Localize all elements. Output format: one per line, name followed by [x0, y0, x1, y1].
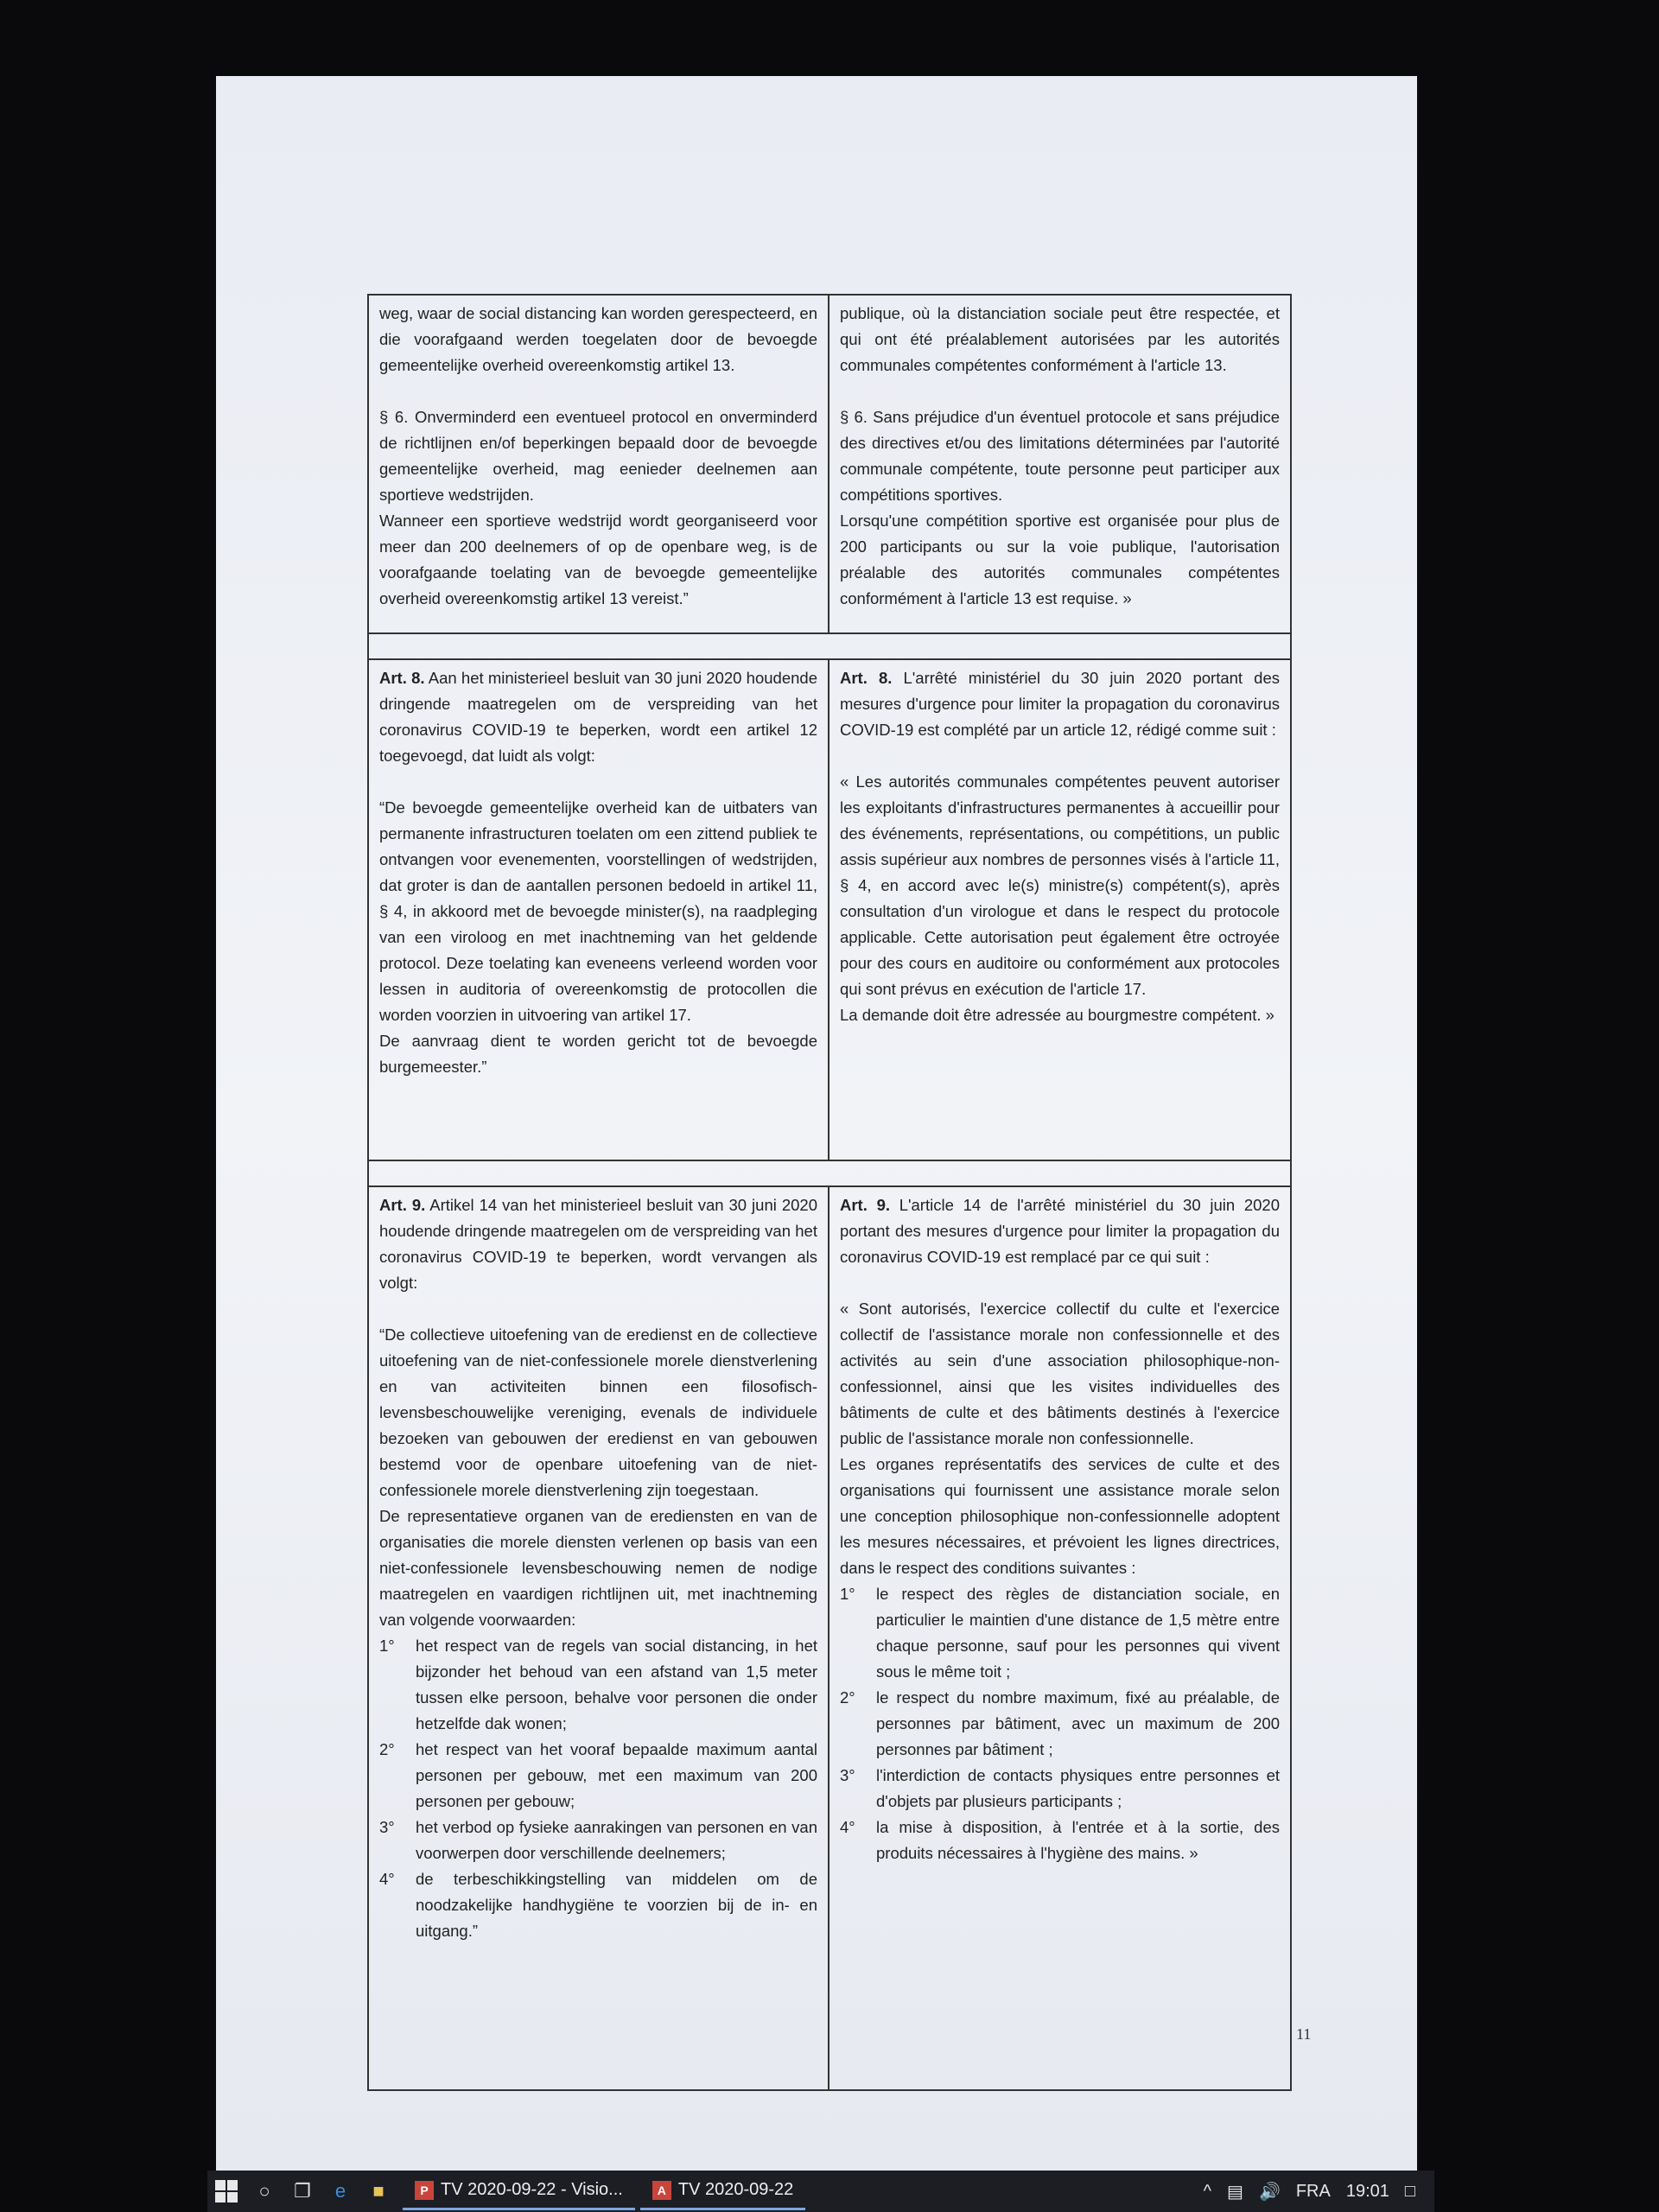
list-item [840, 1581, 1280, 1685]
list-number: 1° [379, 1637, 395, 1655]
monitor-screen [216, 76, 1417, 2174]
paragraph: « Les autorités communales compétentes peuvent autoriser les exploitants d'infrastructures permanentes à accueillir pour des événements, représentations, ou compétitions, un public assis supérieur aux nombres de personnes visés à l'article 11, § 4, en accord avec le(s) ministre(s) compétent(s), après consultation d'un virologue et dans le respect du protocole applicable. Cette autorisation peut également être octroyée pour des cours en auditoire ou conformément aux protocoles qui sont prévus en exécution de l'article 17. [840, 772, 1280, 998]
table-row [369, 296, 1290, 634]
article-text: Artikel 14 van het ministerieel besluit van 30 juni 2020 houdende dringende maatregelen om de verspreiding van het coronavirus COVID-19 te beperken, wordt vervangen als volgt: [379, 1196, 817, 1292]
article-text: Aan het ministerieel besluit van 30 juni 2020 houdende dringende maatregelen om de verspreiding van het coronavirus COVID-19 te beperken, wordt een artikel 12 toegevoegd, dat luidt als volgt: [379, 669, 817, 765]
paragraph [379, 665, 817, 769]
taskbar-app-pdf[interactable] [640, 2172, 805, 2210]
list-number: 2° [379, 1740, 395, 1758]
powerpoint-icon: P [415, 2181, 434, 2200]
list-number: 4° [379, 1870, 395, 1888]
cell-fr [830, 660, 1290, 1160]
paragraph: § 6. Sans préjudice d'un éventuel protocole et sans préjudice des directives et/ou des limitations déterminées par l'autorité communale compétente, toute personne peut participer aux compétitions sportives. [840, 408, 1280, 504]
clock[interactable]: 19:01 [1345, 2181, 1389, 2201]
article-label: Art. 9. [840, 1196, 890, 1214]
taskbar-app-label: TV 2020-09-22 [677, 2180, 794, 2199]
cell-nl [369, 296, 830, 632]
list-text: le respect des règles de distanciation sociale, en particulier le maintien d'une distance de 1,5 mètre entre chaque personne, sauf pour les personnes qui vivent sous le même toit ; [876, 1585, 1280, 1681]
list-number: 3° [840, 1766, 855, 1784]
paragraph: “De collectieve uitoefening van de eredienst en de collectieve uitoefening van de niet-confessionele morele dienstverlening en van activiteiten binnen een filosofisch-levensbeschouwelijke vereniging, evenals de individuele bezoeken van gebouwen der eredienst en van gebouwen bestemd voor de openbare uitoefening van de niet-confessionele morele dienstverlening zijn toegestaan. [379, 1325, 817, 1499]
article-label: Art. 8. [840, 669, 893, 687]
paragraph: publique, où la distanciation sociale peut être respectée, et qui ont été préalablement autorisées par les autorités communales compétentes conformément à l'article 13. [840, 304, 1280, 374]
paragraph [840, 665, 1280, 743]
pdf-icon: A [652, 2181, 671, 2200]
list-text: het respect van het vooraf bepaalde maximum aantal personen per gebouw, met een maximum van 200 personen per gebouw; [416, 1740, 817, 1810]
paragraph: weg, waar de social distancing kan worden gerespecteerd, en die voorafgaand werden toegelaten door de bevoegde gemeentelijke overheid overeenkomstig artikel 13. [379, 304, 817, 374]
table-row [369, 1185, 1290, 2091]
paragraph [840, 1192, 1280, 1270]
list-number: 1° [840, 1585, 855, 1603]
list-item [379, 1866, 817, 1944]
list-number: 3° [379, 1818, 395, 1836]
taskbar-app-label: TV 2020-09-22 - Visio... [441, 2180, 623, 2199]
cell-nl [369, 1187, 830, 2091]
list-text: het respect van de regels van social distancing, in het bijzonder het behoud van een afstand van 1,5 meter tussen elke persoon, behalve voor personen die onder hetzelfde dak wonen; [416, 1637, 817, 1732]
list-text: het verbod op fysieke aanrakingen van personen en van voorwerpen door verschillende deelnemers; [416, 1818, 817, 1862]
paragraph: § 6. Onverminderd een eventueel protocol en onverminderd de richtlijnen en/of beperkingen bepaald door de bevoegde gemeentelijke overheid, mag eenieder deelnemen aan sportieve wedstrijden. [379, 408, 817, 504]
list-text: le respect du nombre maximum, fixé au préalable, de personnes par bâtiment, avec un maximum de 200 personnes par bâtiment ; [876, 1688, 1280, 1758]
list-text: de terbeschikkingstelling van middelen om de noodzakelijke handhygiëne te voorzien bij de in- en uitgang.” [416, 1870, 817, 1940]
paragraph: De aanvraag dient te worden gericht tot de bevoegde burgemeester.” [379, 1032, 817, 1076]
paragraph: La demande doit être adressée au bourgmestre compétent. » [840, 1006, 1274, 1024]
notification-icon[interactable]: □ [1404, 2181, 1415, 2201]
list-item [379, 1633, 817, 1737]
list-item [840, 1685, 1280, 1763]
windows-start-icon[interactable] [207, 2172, 245, 2210]
list-item [379, 1815, 817, 1866]
list-item [840, 1763, 1280, 1815]
paragraph [379, 1192, 817, 1296]
paragraph: Wanneer een sportieve wedstrijd wordt georganiseerd voor meer dan 200 deelnemers of op de openbare weg, is de voorafgaande toelating van de bevoegde gemeentelijke overheid overeenkomstig artikel 13 vereist.” [379, 512, 817, 607]
page-number: 11 [1296, 2025, 1312, 2043]
paragraph: “De bevoegde gemeentelijke overheid kan de uitbaters van permanente infrastructuren toelaten om een zittend publiek te ontvangen voor evenementen, voorstellingen of wedstrijden, dat groter is dan de aantallen personen bedoeld in artikel 11, § 4, in akkoord met de bevoegde minister(s), na raadpleging van een viroloog en met inachtneming van het geldende protocol. Deze toelating kan eveneens verleend worden voor lessen in auditoria of overeenkomstig de protocollen die worden voorzien in uitvoering van artikel 17. [379, 798, 817, 1024]
system-tray [1204, 2181, 1434, 2202]
document-table [367, 294, 1292, 2091]
language-indicator[interactable]: FRA [1295, 2181, 1331, 2201]
list-item [840, 1815, 1280, 1866]
conditions-list [379, 1633, 817, 1944]
list-number: 2° [840, 1688, 855, 1707]
table-row [369, 658, 1290, 1161]
paragraph: De representatieve organen van de erediensten en van de organisaties die morele diensten verlenen op basis van een niet-confessionele levensbeschouwing nemen de nodige maatregelen en vaardigen richtlijnen uit, met inachtneming van volgende voorwaarden: [379, 1507, 817, 1629]
volume-icon[interactable]: 🔊 [1258, 2182, 1281, 2202]
folder-icon[interactable]: ■ [372, 2180, 385, 2202]
article-text: L'arrêté ministériel du 30 juin 2020 portant des mesures d'urgence pour limiter la propagation du coronavirus COVID-19 est complété par un article 12, rédigé comme suit : [840, 669, 1280, 739]
cell-nl [369, 660, 830, 1160]
paragraph: Lorsqu'une compétition sportive est organisée pour plus de 200 participants ou sur la voie publique, l'autorisation préalable des autorités communales compétentes conformément à l'article 13 est requise. » [840, 512, 1280, 607]
taskbar-app-visio[interactable] [403, 2172, 635, 2210]
network-icon[interactable]: ▤ [1227, 2182, 1243, 2202]
list-text: la mise à disposition, à l'entrée et à la sortie, des produits nécessaires à l'hygiène des mains. » [876, 1818, 1280, 1862]
cell-fr [830, 1187, 1290, 2091]
chevron-up-icon[interactable]: ^ [1203, 2181, 1212, 2201]
list-item [379, 1737, 817, 1815]
task-view-icon[interactable]: ❐ [294, 2180, 311, 2202]
edge-icon[interactable]: e [334, 2180, 346, 2202]
cell-fr [830, 296, 1290, 632]
taskbar [207, 2171, 1434, 2212]
paragraph: Les organes représentatifs des services de culte et des organisations qui fournissent une assistance morale selon une conception philosophique non-confessionnelle adoptent les mesures nécessaires, et prévoient les lignes directrices, dans le respect des conditions suivantes : [840, 1455, 1280, 1577]
paragraph: « Sont autorisés, l'exercice collectif du culte et l'exercice collectif de l'assistance morale non confessionnelle et des activités au sein d'une association philosophique-non-confessionnel, ainsi que les visites individuelles des bâtiments de culte et des bâtiments destinés à l'exercice public de l'assistance morale non confessionnelle. [840, 1300, 1280, 1447]
list-text: l'interdiction de contacts physiques entre personnes et d'objets par plusieurs participants ; [876, 1766, 1280, 1810]
search-icon[interactable]: ○ [258, 2180, 270, 2202]
list-number: 4° [840, 1818, 855, 1836]
article-label: Art. 8. [379, 669, 425, 687]
article-label: Art. 9. [379, 1196, 426, 1214]
article-text: L'article 14 de l'arrêté ministériel du 30 juin 2020 portant des mesures d'urgence pour limiter la propagation du coronavirus COVID-19 est remplacé par ce qui suit : [840, 1196, 1280, 1266]
conditions-list [840, 1581, 1280, 1866]
